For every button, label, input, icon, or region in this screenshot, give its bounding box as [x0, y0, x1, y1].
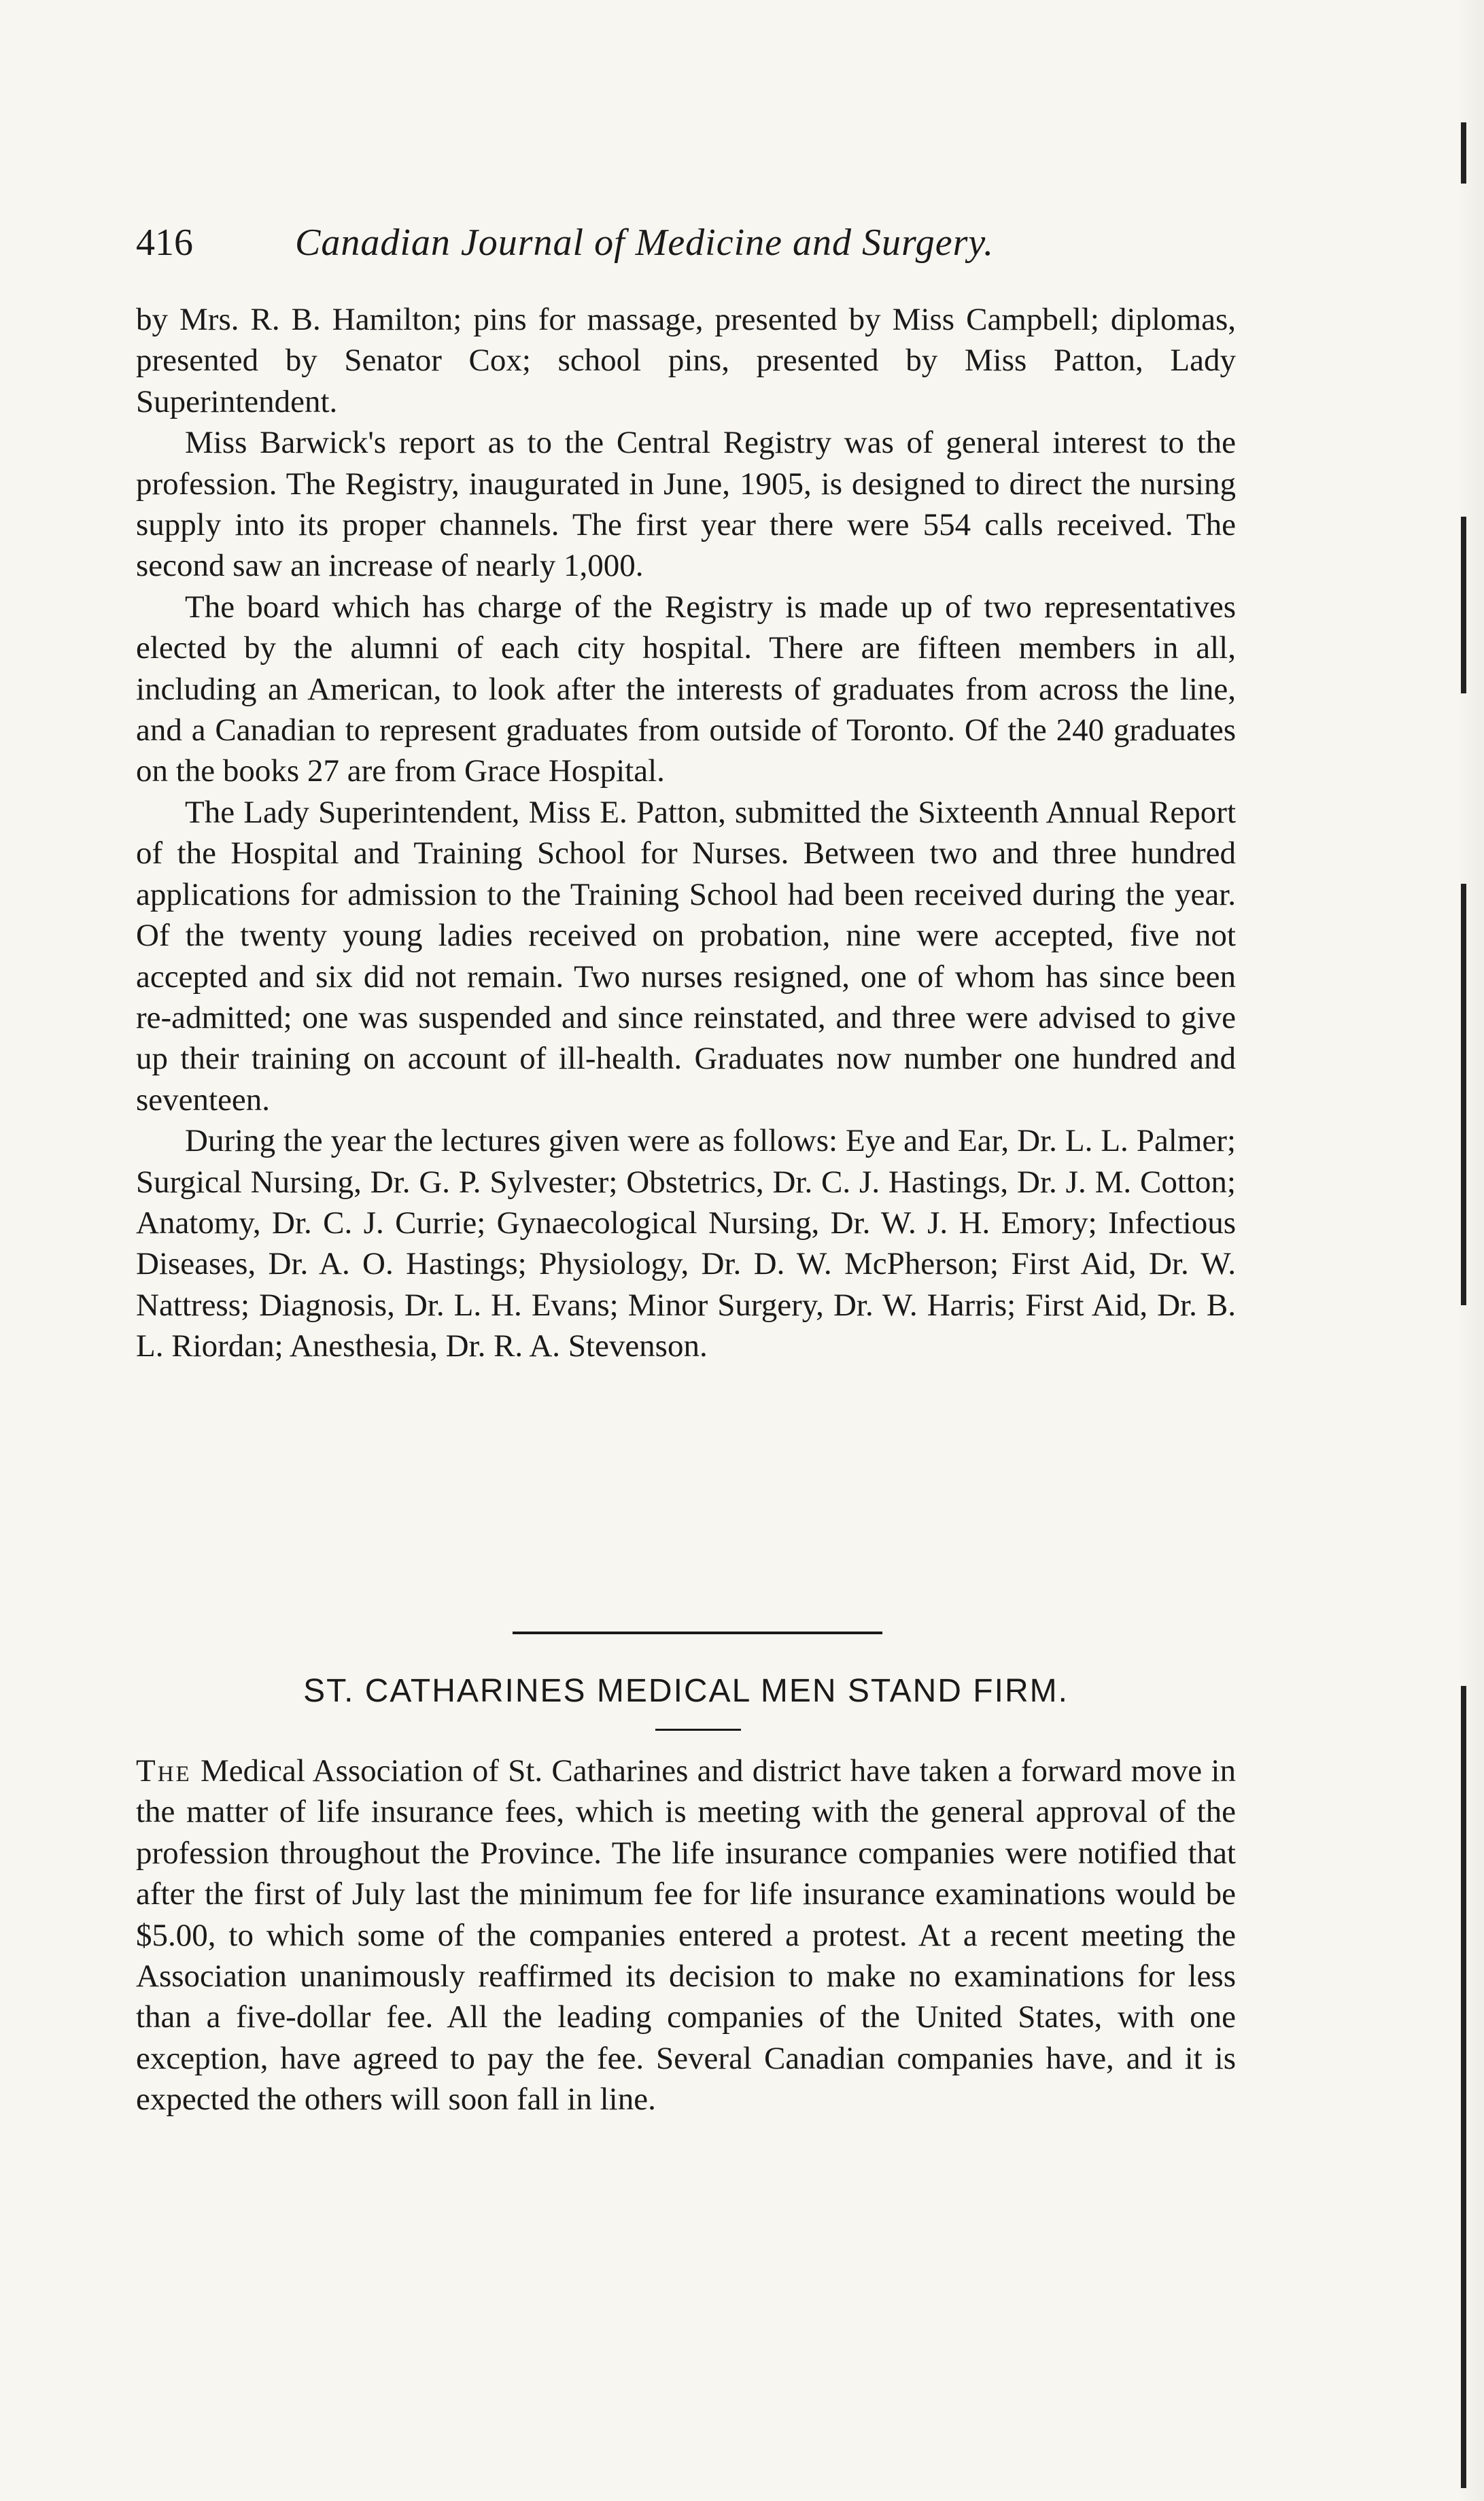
running-title: Canadian Journal of Medicine and Surgery. [295, 222, 995, 264]
paragraph: The Lady Superintendent, Miss E. Patton, submitted the Sixteenth Annual Report of the Hospital and Training School for Nurses. Between two and three hundred applications for admission to the Training School had been received during the year. Of the twenty young ladies received on probation, nine were accepted, five not accepted and six did not remain. Two nurses resigned, one of whom has since been re-admitted; one was suspended and since reinstated, and three were advised to give up their training on account of ill-health. Graduates now number one hundred and seventeen. [136, 794, 1236, 1118]
paragraph [136, 1750, 1236, 2120]
opening-word: The [136, 1753, 192, 1789]
section-divider-rule [513, 1632, 882, 1634]
paragraph: by Mrs. R. B. Hamilton; pins for massage, presented by Miss Campbell; diplomas, presented by Senator Cox; school pins, presented by Miss Patton, Lady Superintendent. [136, 302, 1236, 419]
paragraph: The board which has charge of the Registry is made up of two representatives elected by the alumni of each city hospital. There are fifteen members in all, including an American, to look after the interests of graduates from across the line, and a Canadian to represent graduates from outside of Toronto. Of the 240 graduates on the books 27 are from Grace Hospital. [136, 589, 1236, 789]
scan-edge-mark [1461, 1686, 1466, 2488]
scan-edge-mark [1461, 122, 1466, 184]
paragraph: Miss Barwick's report as to the Central Registry was of general interest to the profession. The Registry, inaugurated in June, 1905, is designed to direct the nursing supply into its proper channels. The first year there were 554 calls received. The second saw an increase of nearly 1,000. [136, 425, 1236, 584]
heading-underline-rule [655, 1729, 741, 1731]
article-continuation [136, 299, 1236, 1367]
paragraph-text: Medical Association of St. Catharines and district have taken a forward move in the matter of life insurance fees, which is meeting with the general approval of the profession throughout the Province. The life insurance companies were notified that after the first of July last the minimum fee for life insurance examinations would be $5.00, to which some of the companies entered a protest. At a recent meeting the Association unanimously reaffirmed its decision to make no examinations for less than a five-dollar fee. All the leading companies of the United States, with one exception, have agreed to pay the fee. Several Canadian companies have, and it is expected the others will soon fall in line. [136, 1753, 1236, 2118]
article-body [136, 1750, 1236, 2120]
scan-edge-mark [1461, 517, 1466, 693]
page-number: 416 [136, 222, 193, 264]
paragraph: During the year the lectures given were as follows: Eye and Ear, Dr. L. L. Palmer; Surgical Nursing, Dr. G. P. Sylvester; Obstetrics, Dr. C. J. Hastings, Dr. J. M. Cotton; Anatomy, Dr. C. J. Currie; Gynaecological Nursing, Dr. W. J. H. Emory; Infectious Diseases, Dr. A. O. Hastings; Physiology, Dr. D. W. McPherson; First Aid, Dr. W. Nattress; Diagnosis, Dr. L. H. Evans; Minor Surgery, Dr. W. Harris; First Aid, Dr. B. L. Riordan; Anesthesia, Dr. R. A. Stevenson. [136, 1123, 1236, 1364]
page-header [136, 212, 1292, 273]
section-heading: ST. CATHARINES MEDICAL MEN STAND FIRM. [303, 1673, 1069, 1709]
scan-edge-mark [1461, 884, 1466, 1305]
